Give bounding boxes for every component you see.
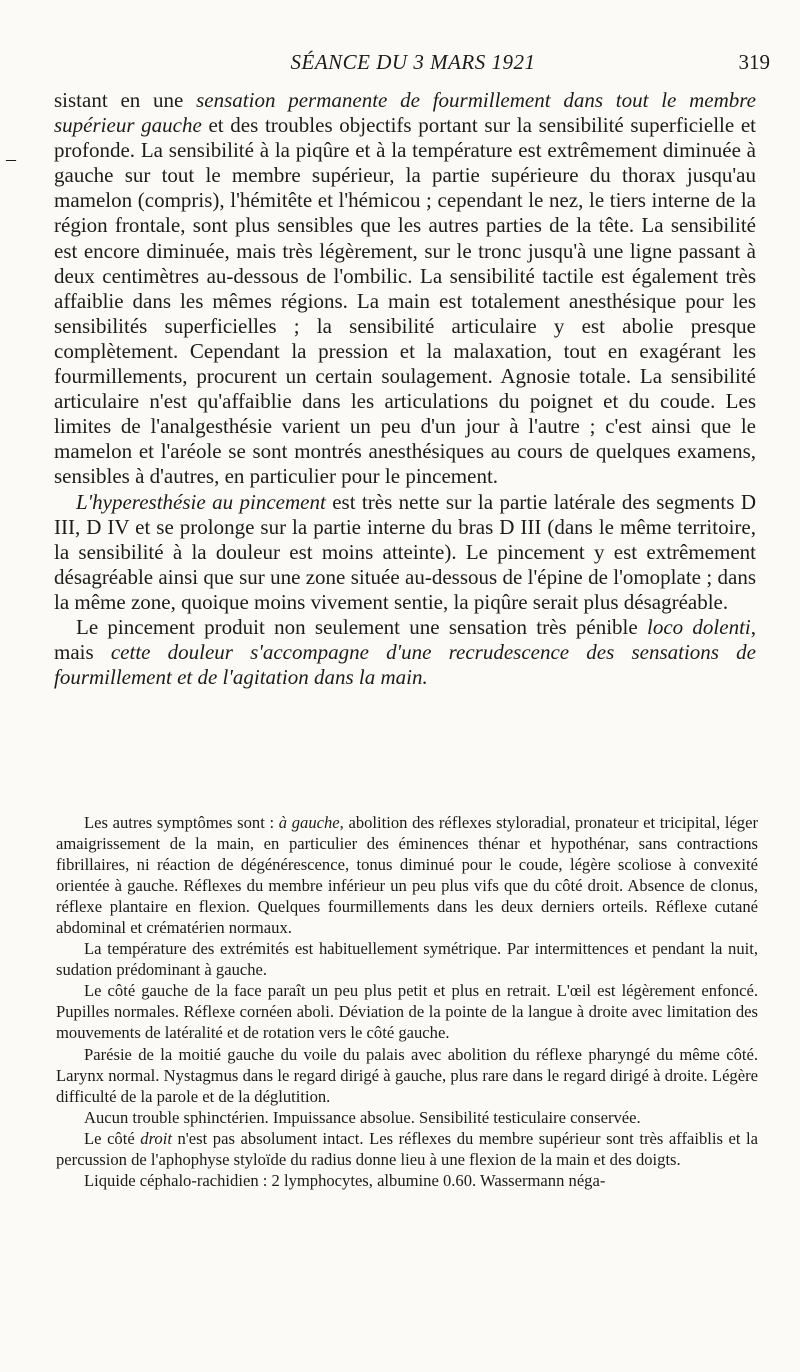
- text-run: , mais: [54, 614, 756, 665]
- paragraph-hyperesthesie: [54, 490, 756, 615]
- italic-run: loco dolenti: [646, 614, 751, 639]
- note-symptomes: [56, 812, 758, 938]
- text-run: sistant en une: [54, 88, 197, 112]
- note-sphincters: Aucun trouble sphinctérien. Impuissance absolue. Sensibilité testiculaire conservée.: [84, 1107, 641, 1127]
- text-run: n'est pas absolument intact. Les réflexes du membre supérieur sont très affaiblis et la percussion de l'aphophyse styloïde du radius donne lieu à une flexion de la main et des doigts.: [56, 1128, 758, 1169]
- clinical-notes: [56, 812, 758, 1191]
- note-temperature: La température des extrémités est habituellement symétrique. Par intermittences et pendant la nuit, sudation prédominant à gauche.: [56, 939, 758, 980]
- paragraph-pincement: [54, 615, 756, 690]
- text-run: Le côté: [84, 1128, 141, 1148]
- page-number: 319: [738, 50, 770, 74]
- text-run: Le pincement produit non seulement une sensation très pénible: [76, 614, 647, 639]
- running-title: SÉANCE DU 3 MARS 1921: [290, 50, 536, 74]
- paragraph-sensibilite: [54, 88, 756, 490]
- main-text: [54, 88, 756, 690]
- text-run: Les autres symptômes sont :: [84, 813, 279, 832]
- text-run: , abolition des réflexes styloradial, pronateur et tricipital, léger amaigrissement de la main, en particulier des éminences thénar et hypothénar, sans contractions fibrillaires, ni réaction de dégénérescence, tonus diminué pour le coude, légère scoliose à convexité orientée à gauche. Réflexes du membre inférieur un peu plus vifs que du côté droit. Absence de clonus, réflexe plantaire en flexion. Quelques fourmillements dans les deux derniers orteils. Réflexe cutané abdominal et crématérien normaux.: [56, 813, 758, 938]
- margin-mark: –: [6, 148, 16, 170]
- note-paresie: Parésie de la moitié gauche du voile du palais avec abolition du réflexe pharyngé du même côté. Larynx normal. Nystagmus dans le regard dirigé à gauche, plus rare dans le regard dirigé à droite. Légère difficulté de la parole et de la déglutition.: [56, 1044, 758, 1106]
- note-cote-droit: [56, 1128, 758, 1170]
- italic-run: L'hyperesthésie au pincement: [76, 489, 326, 514]
- note-liquide: Liquide céphalo-rachidien : 2 lymphocytes, albumine 0.60. Wassermann néga-: [84, 1170, 606, 1190]
- text-run: est très nette sur la partie latérale des segments D III, D IV et se prolonge sur la partie interne du bras D III (dans le même territoire, la sensibilité à la douleur est moins atteinte). Le pincement y est extrêmement désagréable ainsi que sur une zone située au-dessous de l'épine de l'omoplate ; dans la même zone, quoique moins vivement sentie, la piqûre serait plus désagréable.: [54, 489, 756, 614]
- page-header: [56, 48, 770, 80]
- italic-run: sensation permanente de fourmillement dans tout le membre supérieur gauche: [54, 88, 756, 138]
- italic-run: droit: [140, 1128, 172, 1148]
- italic-run: cette douleur s'accompagne d'une recrudescence des sensations de fourmillement et de l'agitation dans la main.: [54, 640, 756, 690]
- note-face: Le côté gauche de la face paraît un peu plus petit et plus en retrait. L'œil est légèrement enfoncé. Pupilles normales. Réflexe cornéen aboli. Déviation de la pointe de la langue à droite avec limitation des mouvements de latéralité et de rotation vers le côté gauche.: [56, 981, 758, 1043]
- text-run: et des troubles objectifs portant sur la sensibilité superficielle et profonde. La sensibilité à la piqûre et à la température est extrêmement diminuée à gauche sur tout le membre supérieur, la partie supérieure du thorax jusqu'au mamelon (compris), l'hémitête et l'hémicou ; cependant le nez, le tiers interne de la région frontale, sont plus sensibles que les autres parties de la tête. La sensibilité est encore diminuée, mais très légèrement, sur le tronc jusqu'à une ligne passant à deux centimètres au-dessous de l'ombilic. La sensibilité tactile est également très affaiblie dans les mêmes régions. La main est totalement anesthésique pour les sensibilités superficielles ; la sensibilité articulaire y est abolie presque complètement. Cependant la pression et la malaxation, tout en exagérant les fourmillements, procurent un certain soulagement. Agnosie totale. La sensibilité articulaire n'est qu'affaiblie dans les articulations du poignet et du coude. Les limites de l'analgesthésie varient un peu d'un jour à l'autre ; c'est ainsi que le mamelon et l'aréole se sont montrés anesthésiques au cours de quelques examens, sensibles à d'autres, en particulier pour le pincement.: [54, 113, 757, 489]
- italic-run: à gauche: [278, 813, 340, 832]
